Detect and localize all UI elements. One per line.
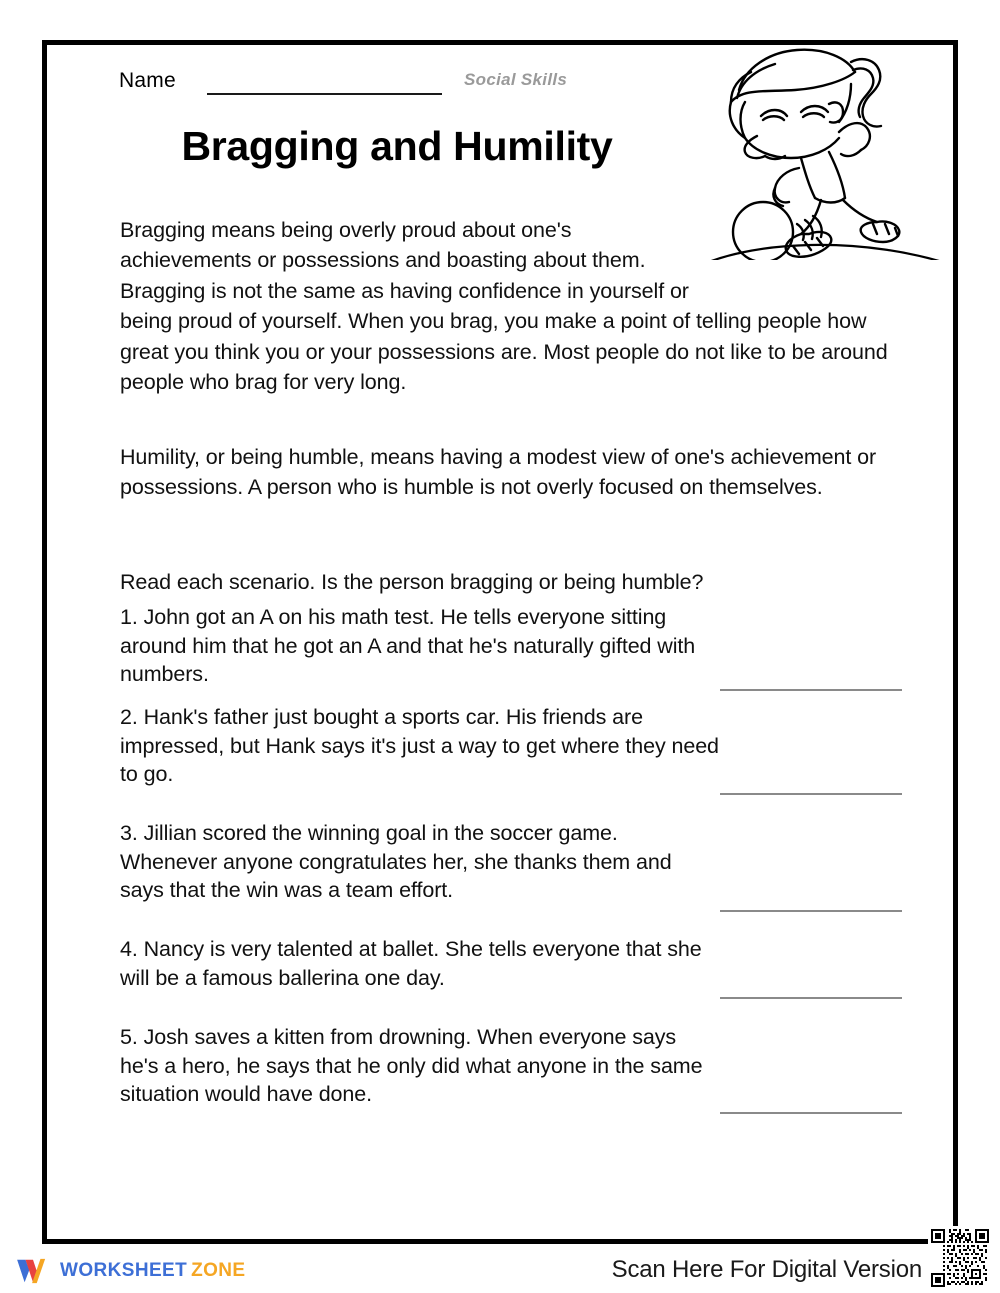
scenario-text: 2. Hank's father just bought a sports car. His friends are impressed, but Hank says it's just a way to get where they need to go. [120,705,719,786]
answer-line[interactable] [720,689,902,691]
name-label: Name [119,69,176,92]
worksheet-page-border [42,40,958,1244]
scenario-item [120,603,920,703]
answer-line[interactable] [720,910,902,912]
worksheet-header [119,67,909,101]
worksheet-zone-logo[interactable] [14,1256,246,1286]
intro-paragraph-1 [120,215,915,398]
brand-wordmark [60,1260,246,1282]
scenario-list [120,603,920,1133]
scenario-item [120,935,920,1023]
scenario-item [120,703,920,819]
text-wrap-spacer [700,215,915,277]
page-footer [0,1244,1000,1293]
scenario-text: 3. Jillian scored the winning goal in the soccer game. Whenever anyone congratulates her, she thanks them and says that the win was a team effort. [120,821,672,902]
scenario-item [120,819,920,935]
brand-word-worksheet: WORKSHEET [60,1260,188,1281]
scan-here-text: Scan Here For Digital Version [611,1256,922,1283]
answer-line[interactable] [720,1112,902,1114]
name-input-field[interactable] [207,67,442,95]
w-logo-icon [14,1257,52,1285]
scenario-text: 5. Josh saves a kitten from drowning. When everyone says he's a hero, he says that he only did what anyone in the same situation would have done. [120,1025,703,1106]
subject-label: Social Skills [464,70,568,89]
page-title: Bragging and Humility [181,123,613,169]
scenario-item [120,1023,920,1133]
scenario-text: 4. Nancy is very talented at ballet. She tells everyone that she will be a famous ballerina one day. [120,937,702,990]
intro-paragraph-2: Humility, or being humble, means having a modest view of one's achievement or possessions. A person who is humble is not overly focused on themselves. [120,444,877,499]
qr-code-icon[interactable] [928,1226,992,1290]
answer-line[interactable] [720,997,902,999]
intro-paragraph-1-text: Bragging means being overly proud about one's achievements or possessions and boasting about them. Bragging is not the same as having confidence in yourself or being proud of yourself. When you brag, you make a point of telling people how great you think you or your possessions are. Most people do not like to be around people who brag for very long. [120,217,888,394]
instruction-text: Read each scenario. Is the person bragging or being humble? [120,569,704,594]
scenario-text: 1. John got an A on his math test. He tells everyone sitting around him that he got an A and that he's naturally gifted with numbers. [120,605,696,686]
answer-line[interactable] [720,793,902,795]
brand-word-zone: ZONE [191,1260,246,1281]
